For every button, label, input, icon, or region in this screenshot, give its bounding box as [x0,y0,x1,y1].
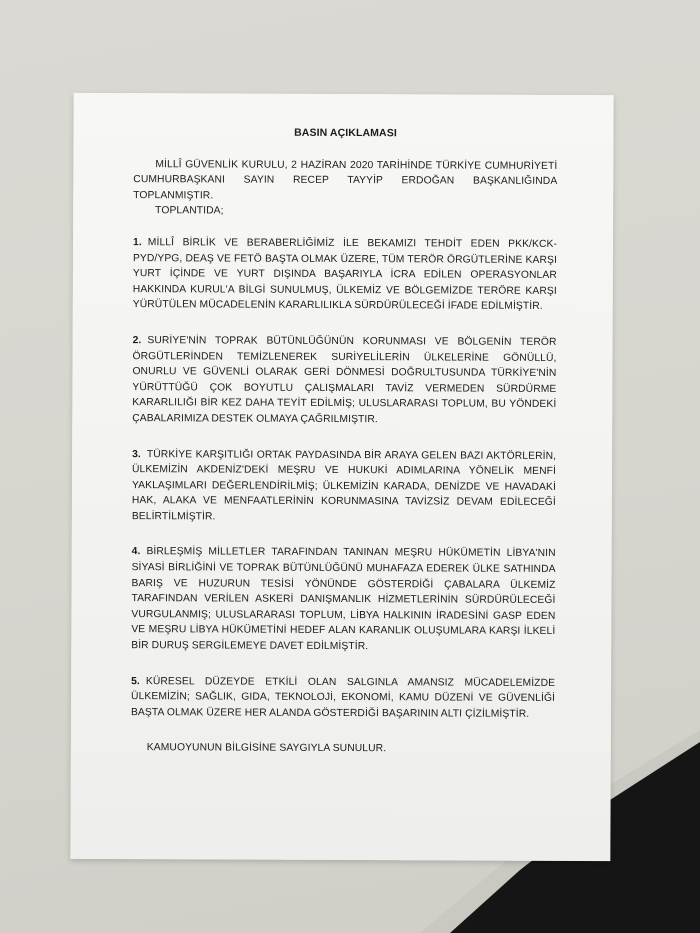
intro-paragraph: MİLLÎ GÜVENLİK KURULU, 2 HAZİRAN 2020 TARİHİNDE TÜRKİYE CUMHURİYETİ CUMHURBAŞKANI SAYIN RECEP TAYYİP ERDOĞAN BAŞKANLIĞINDA TOPLANMIŞTIR. [133,158,558,202]
item-text: MİLLÎ BİRLİK VE BERABERLİĞİMİZ İLE BEKAMIZI TEHDİT EDEN PKK/KCK-PYD/YPG, DEAŞ VE FETÖ BAŞTA OLMAK ÜZERE, TÜM TERÖR ÖRGÜTLERİNE KARŞI YURT İÇİNDE VE YURT DIŞINDA BAŞARIYLA İCRA EDİLEN OPERASYONLAR HAKKINDA KURUL'A BİLGİ SUNULMUŞ, ÜLKEMİZ VE BÖLGEMİZDE TERÖRE KARŞI YÜRÜTÜLEN MÜCADELENİN KARARLILIKLA SÜRDÜRÜLECEĞİ İFADE EDİLMİŞTİR. [132,237,558,313]
item-number: 5. [131,675,140,687]
closing-line: KAMUOYUNUN BİLGİSİNE SAYGIYLA SUNULUR. [146,742,387,755]
item-5 [131,674,555,723]
item-3 [132,447,556,527]
item-text: SURİYE'NİN TOPRAK BÜTÜNLÜĞÜNÜN KORUNMASI VE BÖLGENİN TERÖR ÖRGÜTLERİNDEN TEMİZLENEREK SURİYELİLERİN ÜLKELERİNE GÖNÜLLÜ, ONURLU VE GÜVENLİ OLARAK GERİ DÖNMESİ DOĞRULTUSUNDA TÜRKİYE'NİN YÜRÜTTÜĞÜ ÇOK BOYUTLU ÇALIŞMALARI TAVİZ VERMEDEN SÜRDÜRME KARARLILIĞI BİR KEZ DAHA TEYİT EDİLMİŞ; ULUSLARARASI TOPLUM, BU YÖNDEKİ ÇABALARIMIZA DESTEK OLMAYA ÇAĞRILMIŞTIR. [132,335,557,426]
item-number: 2. [132,335,142,347]
item-4 [131,545,555,656]
item-number: 3. [132,448,141,460]
item-2 [132,333,556,428]
document-title: BASIN AÇIKLAMASI [294,126,397,140]
intro-subheading: TOPLANTIDA; [155,205,224,217]
item-1 [133,235,557,315]
item-number: 4. [131,546,141,558]
item-text: KÜRESEL DÜZEYDE ETKİLİ OLAN SALGINLA AMANSIZ MÜCADELEMİZDE ÜLKEMİZİN; SAĞLIK, GIDA, TEKNOLOJİ, EKONOMİ, KAMU DÜZENİ VE GÜVENLİĞİ BAŞTA OLMAK ÜZERE HER ALANDA GÖSTERDİĞİ BAŞARININ ALTI ÇİZİLMİŞTİR. [130,675,556,720]
item-text: TÜRKİYE KARŞITLIĞI ORTAK PAYDASINDA BİR ARAYA GELEN BAZI AKTÖRLERİN, ÜLKEMİZİN AKDENİZ'DEKİ MEŞRU VE HUKUKİ ADIMLARINA YÖNELİK MENFİ YAKLAŞIMLARI DEĞERLENDİRİLMİŞ; ÜLKEMİZİN KARADA, DENİZDE VE HAVADAKİ HAK, ALAKA VE MENFAATLERİNİN KORUNMASINA TAVİZSİZ DEVAM EDİLECEĞİ BELİRTİLMİŞTİR. [131,448,557,523]
item-number: 1. [132,237,142,249]
paper-sheet [70,93,613,861]
item-text: BİRLEŞMİŞ MİLLETLER TARAFINDAN TANINAN MEŞRU HÜKÜMETİN LİBYA'NIN SİYASİ BİRLİĞİNİ VE TOPRAK BÜTÜNLÜĞÜNÜ MUHAFAZA EDEREK ÜLKE SATHINDA BARIŞ VE HUZURUN TESİSİ YÖNÜNDE GÖSTERDİĞİ ÇABALARA ÜLKEMİZ TARAFINDAN VERİLEN ASKERİ DANIŞMANLIK HİZMETLERİNİN SÜRDÜRÜLECEĞİ VURGULANMIŞ; ULUSLARARASI TOPLUM, LİBYA HALKININ İRADESİNİ GASP EDEN VE MEŞRU LİBYA HÜKÜMETİNİ HEDEF ALAN KARANLIK OLUŞUMLARA KARŞI İLKELİ BİR DURUŞ SERGİLEMEYE DAVET EDİLMİŞTİR. [131,546,556,653]
press-release-text [131,125,558,758]
